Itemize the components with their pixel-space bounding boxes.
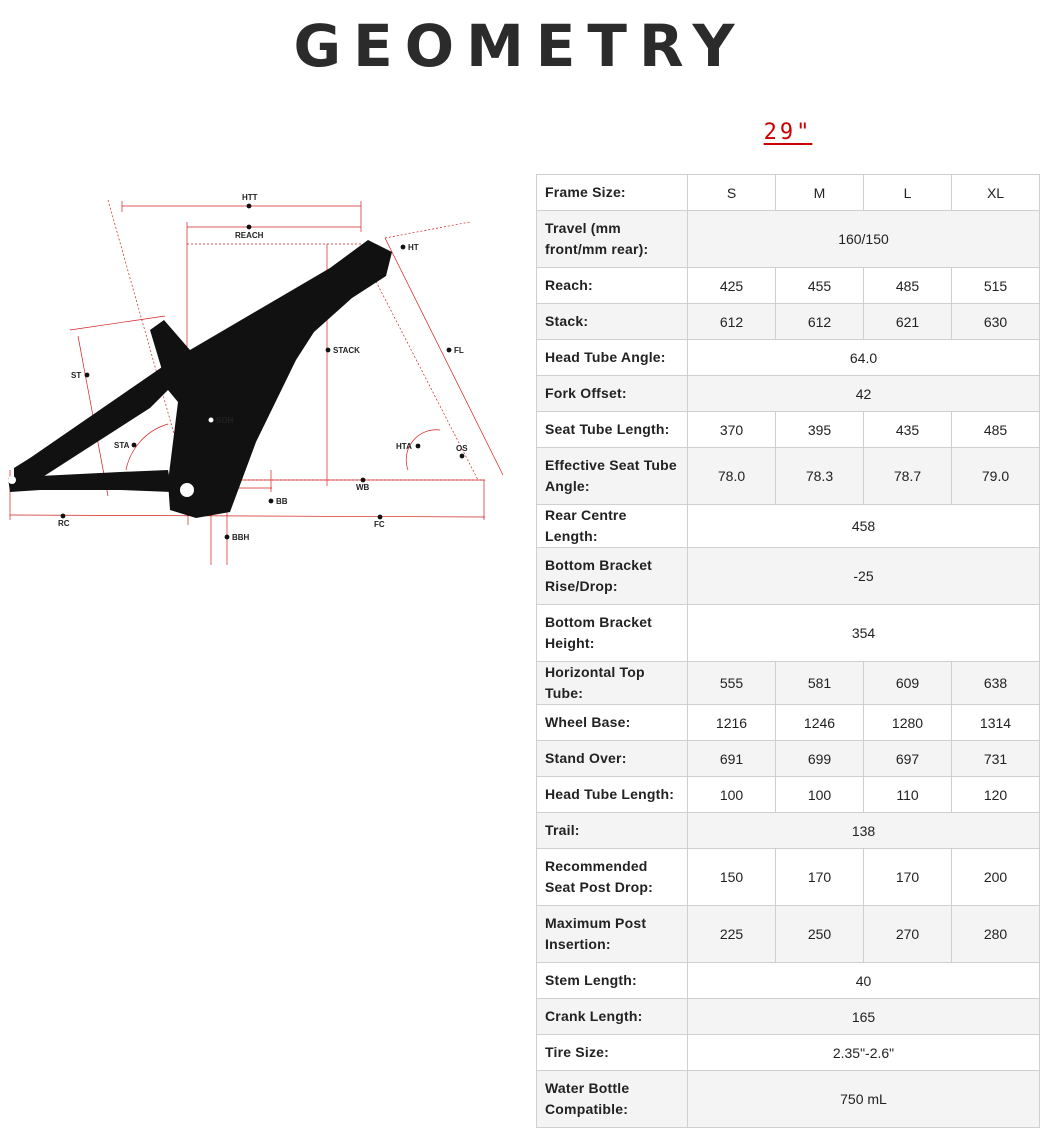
row-label: Stem Length: bbox=[537, 963, 688, 999]
row-value: 138 bbox=[688, 813, 1040, 849]
table-row bbox=[537, 906, 1040, 963]
row-value: 455 bbox=[776, 268, 864, 304]
row-label: Bottom Bracket Rise/Drop: bbox=[537, 548, 688, 605]
label-fc: FC bbox=[374, 520, 385, 529]
label-wb: WB bbox=[356, 483, 370, 492]
label-rc: RC bbox=[58, 519, 70, 528]
row-value: 2.35"-2.6" bbox=[688, 1035, 1040, 1071]
bike-frame bbox=[8, 240, 392, 518]
row-value: -25 bbox=[688, 548, 1040, 605]
table-row bbox=[537, 662, 1040, 705]
row-value: 458 bbox=[688, 505, 1040, 548]
table-row bbox=[537, 963, 1040, 999]
table-row bbox=[537, 268, 1040, 304]
row-label: Trail: bbox=[537, 813, 688, 849]
table-row bbox=[537, 448, 1040, 505]
table-header-row bbox=[537, 175, 1040, 211]
row-value: 1216 bbox=[688, 705, 776, 741]
row-value: 485 bbox=[952, 412, 1040, 448]
table-row bbox=[537, 548, 1040, 605]
row-label: Travel (mm front/mm rear): bbox=[537, 211, 688, 268]
row-label: Wheel Base: bbox=[537, 705, 688, 741]
row-value: 250 bbox=[776, 906, 864, 963]
row-label: Stack: bbox=[537, 304, 688, 340]
row-value: 110 bbox=[864, 777, 952, 813]
row-value: 485 bbox=[864, 268, 952, 304]
row-value: 555 bbox=[688, 662, 776, 705]
table-row bbox=[537, 340, 1040, 376]
row-label: Effective Seat Tube Angle: bbox=[537, 448, 688, 505]
label-stack: STACK bbox=[333, 346, 360, 355]
row-label: Head Tube Length: bbox=[537, 777, 688, 813]
table-row bbox=[537, 849, 1040, 906]
row-value: 280 bbox=[952, 906, 1040, 963]
row-value: 270 bbox=[864, 906, 952, 963]
row-value: 160/150 bbox=[688, 211, 1040, 268]
label-bbh: BBH bbox=[232, 533, 250, 542]
row-label: Recommended Seat Post Drop: bbox=[537, 849, 688, 906]
row-value: 691 bbox=[688, 741, 776, 777]
row-label: Horizontal Top Tube: bbox=[537, 662, 688, 705]
page-title: GEOMETRY bbox=[293, 12, 747, 80]
row-value: 79.0 bbox=[952, 448, 1040, 505]
label-hta: HTA bbox=[396, 442, 412, 451]
table-row bbox=[537, 1071, 1040, 1128]
row-value: 699 bbox=[776, 741, 864, 777]
table-row bbox=[537, 813, 1040, 849]
row-label: Stand Over: bbox=[537, 741, 688, 777]
row-value: 100 bbox=[776, 777, 864, 813]
row-value: 638 bbox=[952, 662, 1040, 705]
row-value: 612 bbox=[688, 304, 776, 340]
geometry-diagram bbox=[0, 180, 520, 580]
row-value: 630 bbox=[952, 304, 1040, 340]
row-label: Reach: bbox=[537, 268, 688, 304]
label-ht: HT bbox=[408, 243, 419, 252]
row-value: 42 bbox=[688, 376, 1040, 412]
row-label: Rear Centre Length: bbox=[537, 505, 688, 548]
table-row bbox=[537, 505, 1040, 548]
row-label: Water Bottle Compatible: bbox=[537, 1071, 688, 1128]
row-value: 354 bbox=[688, 605, 1040, 662]
row-label: Maximum Post Insertion: bbox=[537, 906, 688, 963]
row-label: Fork Offset: bbox=[537, 376, 688, 412]
label-soh: SOH bbox=[216, 416, 234, 425]
label-bb: BB bbox=[276, 497, 288, 506]
size-header: L bbox=[864, 175, 952, 211]
row-value: 1314 bbox=[952, 705, 1040, 741]
row-value: 435 bbox=[864, 412, 952, 448]
table-row bbox=[537, 605, 1040, 662]
row-value: 750 mL bbox=[688, 1071, 1040, 1128]
size-header: M bbox=[776, 175, 864, 211]
geometry-table bbox=[536, 174, 1040, 1128]
row-value: 78.0 bbox=[688, 448, 776, 505]
row-value: 100 bbox=[688, 777, 776, 813]
row-label: Frame Size: bbox=[537, 175, 688, 211]
table-row bbox=[537, 1035, 1040, 1071]
row-label: Crank Length: bbox=[537, 999, 688, 1035]
table-row bbox=[537, 304, 1040, 340]
row-value: 150 bbox=[688, 849, 776, 906]
row-label: Tire Size: bbox=[537, 1035, 688, 1071]
table-row bbox=[537, 999, 1040, 1035]
table-row bbox=[537, 777, 1040, 813]
row-label: Seat Tube Length: bbox=[537, 412, 688, 448]
label-os: OS bbox=[456, 444, 468, 453]
table-row bbox=[537, 741, 1040, 777]
row-value: 621 bbox=[864, 304, 952, 340]
row-value: 370 bbox=[688, 412, 776, 448]
row-label: Bottom Bracket Height: bbox=[537, 605, 688, 662]
row-value: 170 bbox=[776, 849, 864, 906]
row-label: Head Tube Angle: bbox=[537, 340, 688, 376]
row-value: 1246 bbox=[776, 705, 864, 741]
label-htt: HTT bbox=[242, 193, 258, 202]
row-value: 697 bbox=[864, 741, 952, 777]
row-value: 40 bbox=[688, 963, 1040, 999]
label-sta: STA bbox=[114, 441, 130, 450]
label-st: ST bbox=[71, 371, 82, 380]
row-value: 120 bbox=[952, 777, 1040, 813]
row-value: 1280 bbox=[864, 705, 952, 741]
table-row bbox=[537, 705, 1040, 741]
size-header: XL bbox=[952, 175, 1040, 211]
row-value: 612 bbox=[776, 304, 864, 340]
table-row bbox=[537, 211, 1040, 268]
row-value: 78.3 bbox=[776, 448, 864, 505]
row-value: 609 bbox=[864, 662, 952, 705]
row-value: 225 bbox=[688, 906, 776, 963]
table-row bbox=[537, 376, 1040, 412]
table-row bbox=[537, 412, 1040, 448]
row-value: 78.7 bbox=[864, 448, 952, 505]
row-value: 165 bbox=[688, 999, 1040, 1035]
row-value: 581 bbox=[776, 662, 864, 705]
size-header: S bbox=[688, 175, 776, 211]
label-fl: FL bbox=[454, 346, 464, 355]
row-value: 170 bbox=[864, 849, 952, 906]
row-value: 200 bbox=[952, 849, 1040, 906]
row-value: 515 bbox=[952, 268, 1040, 304]
row-value: 425 bbox=[688, 268, 776, 304]
wheel-size-tab[interactable]: 29" bbox=[763, 120, 813, 145]
row-value: 64.0 bbox=[688, 340, 1040, 376]
label-reach: REACH bbox=[235, 231, 264, 240]
row-value: 731 bbox=[952, 741, 1040, 777]
row-value: 395 bbox=[776, 412, 864, 448]
